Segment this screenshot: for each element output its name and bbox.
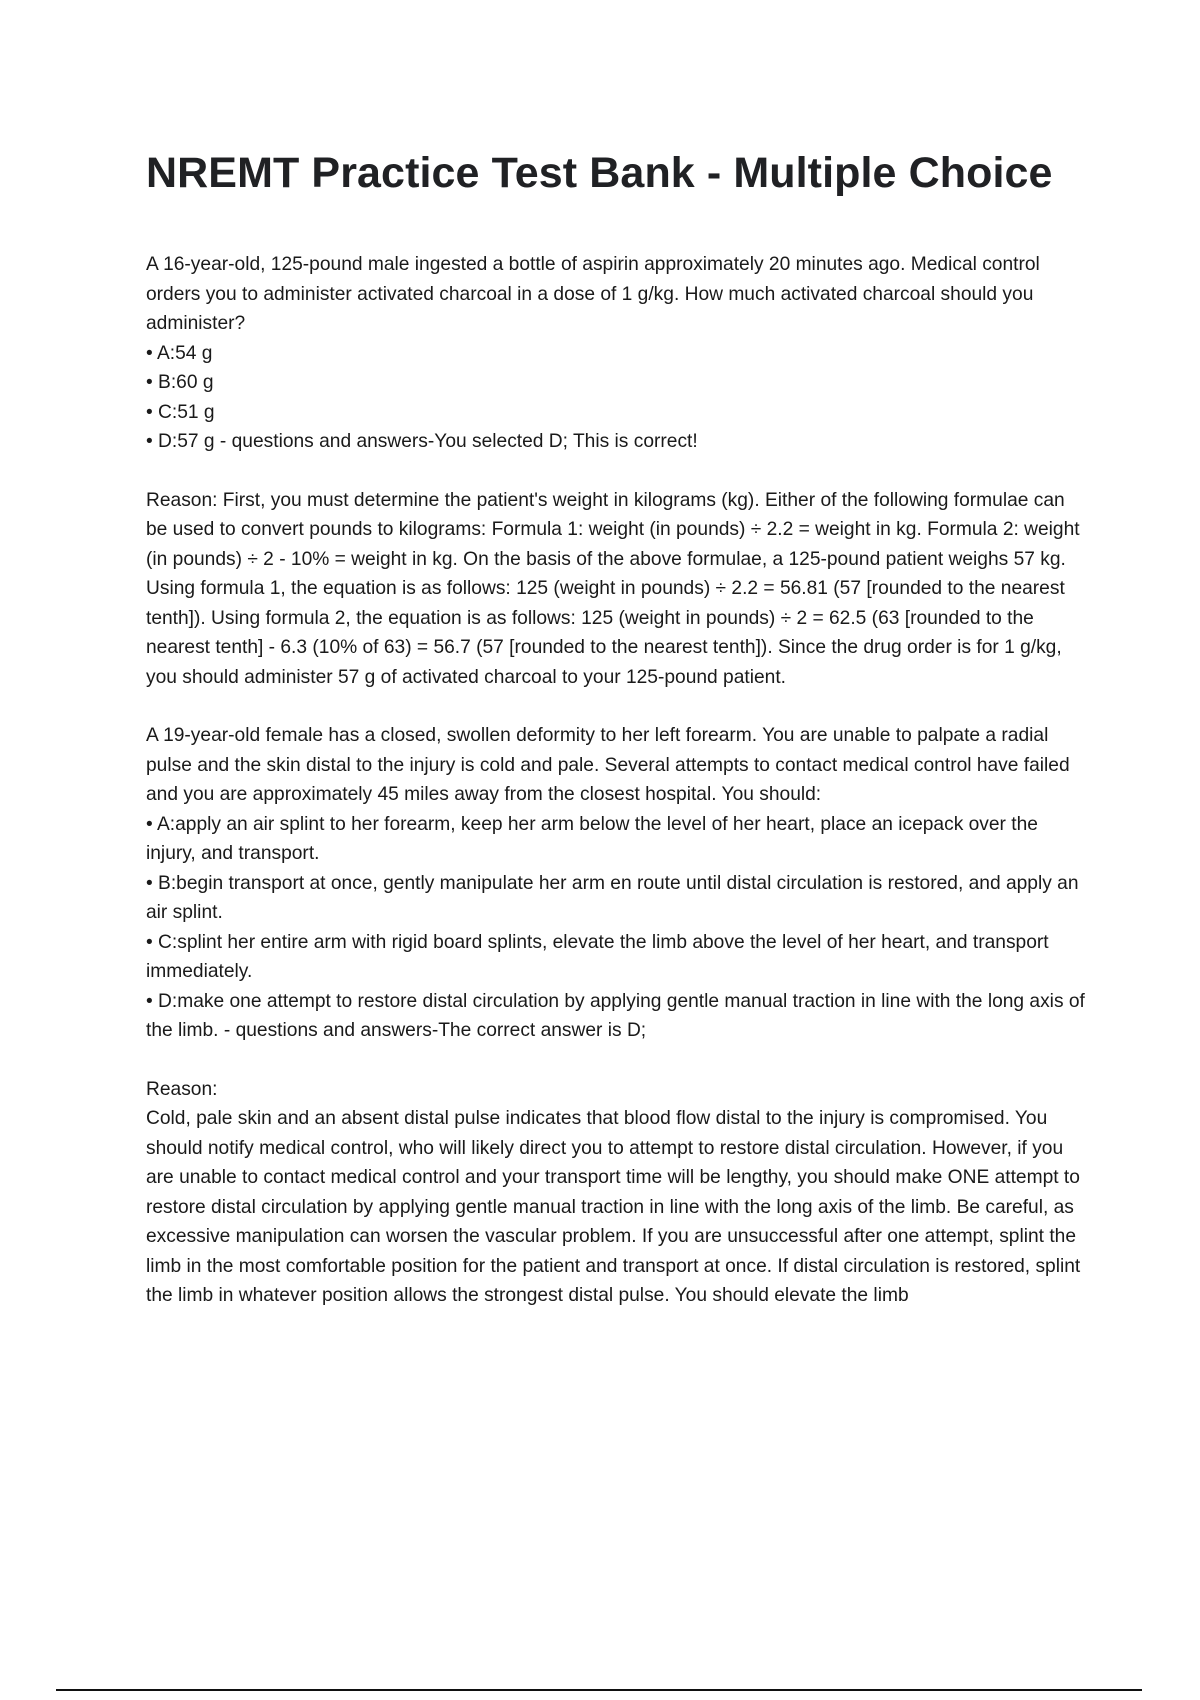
question-1: [146, 250, 1086, 457]
question-1-reason-text: Reason: First, you must determine the patient's weight in kilograms (kg). Either of the following formulae can be used to convert pounds to kilograms: Formula 1: weight (in pounds) ÷ 2.2 = weight in kg. Formula 2: weight (in pounds) ÷ 2 - 10% = weight in kg. On the basis of the above formulae, a 125-pound patient weighs 57 kg. Using formula 1, the equation is as follows: 125 (weight in pounds) ÷ 2.2 = 56.81 (57 [rounded to the nearest tenth]). Using formula 2, the equation is as follows: 125 (weight in pounds) ÷ 2 = 62.5 (63 [rounded to the nearest tenth] - 6.3 (10% of 63) = 56.7 (57 [rounded to the nearest tenth]). Since the drug order is for 1 g/kg, you should administer 57 g of activated charcoal to your 125-pound patient.: [146, 489, 1080, 688]
page-title: NREMT Practice Test Bank - Multiple Choice: [146, 149, 1053, 197]
question-1-reason: [146, 486, 1086, 693]
question-2-reason-label: Reason:: [146, 1078, 218, 1100]
question-2-option-d: • D:make one attempt to restore distal circulation by applying gentle manual traction in line with the long axis of the limb. - questions and answers-The correct answer is D;: [146, 990, 1085, 1041]
question-1-stem: A 16-year-old, 125-pound male ingested a bottle of aspirin approximately 20 minutes ago. Medical control orders you to administer activated charcoal in a dose of 1 g/kg. How much activated charcoal should you administer?: [146, 254, 1040, 334]
question-1-option-d: • D:57 g - questions and answers-You selected D; This is correct!: [146, 431, 698, 452]
page-bottom-rule: [56, 1689, 1142, 1691]
question-2-option-a: • A:apply an air splint to her forearm, keep her arm below the level of her heart, place an icepack over the injury, and transport.: [146, 813, 1038, 864]
question-2-option-c: • C:splint her entire arm with rigid board splints, elevate the limb above the level of her heart, and transport immediately.: [146, 931, 1049, 982]
question-2-option-b: • B:begin transport at once, gently manipulate her arm en route until distal circulation is restored, and apply an air splint.: [146, 872, 1079, 923]
question-1-option-c: • C:51 g: [146, 401, 215, 423]
question-2-reason: [146, 1075, 1086, 1311]
question-2-stem: A 19-year-old female has a closed, swollen deformity to her left forearm. You are unable to palpate a radial pulse and the skin distal to the injury is cold and pale. Several attempts to contact medical control have failed and you are approximately 45 miles away from the closest hospital. You should:: [146, 725, 1070, 805]
document-page: [146, 140, 1086, 1340]
question-2: [146, 721, 1086, 1046]
question-2-reason-text: Cold, pale skin and an absent distal pulse indicates that blood flow distal to the injury is compromised. You should notify medical control, who will likely direct you to attempt to restore distal circulation. However, if you are unable to contact medical control and your transport time will be lengthy, you should make ONE attempt to restore distal circulation by applying gentle manual traction in line with the long axis of the limb. Be careful, as excessive manipulation can worsen the vascular problem. If you are unsuccessful after one attempt, splint the limb in the most comfortable position for the patient and transport at once. If distal circulation is restored, splint the limb in whatever position allows the strongest distal pulse. You should elevate the limb: [146, 1108, 1081, 1306]
question-1-option-b: • B:60 g: [146, 372, 214, 393]
question-1-option-a: • A:54 g: [146, 342, 213, 364]
